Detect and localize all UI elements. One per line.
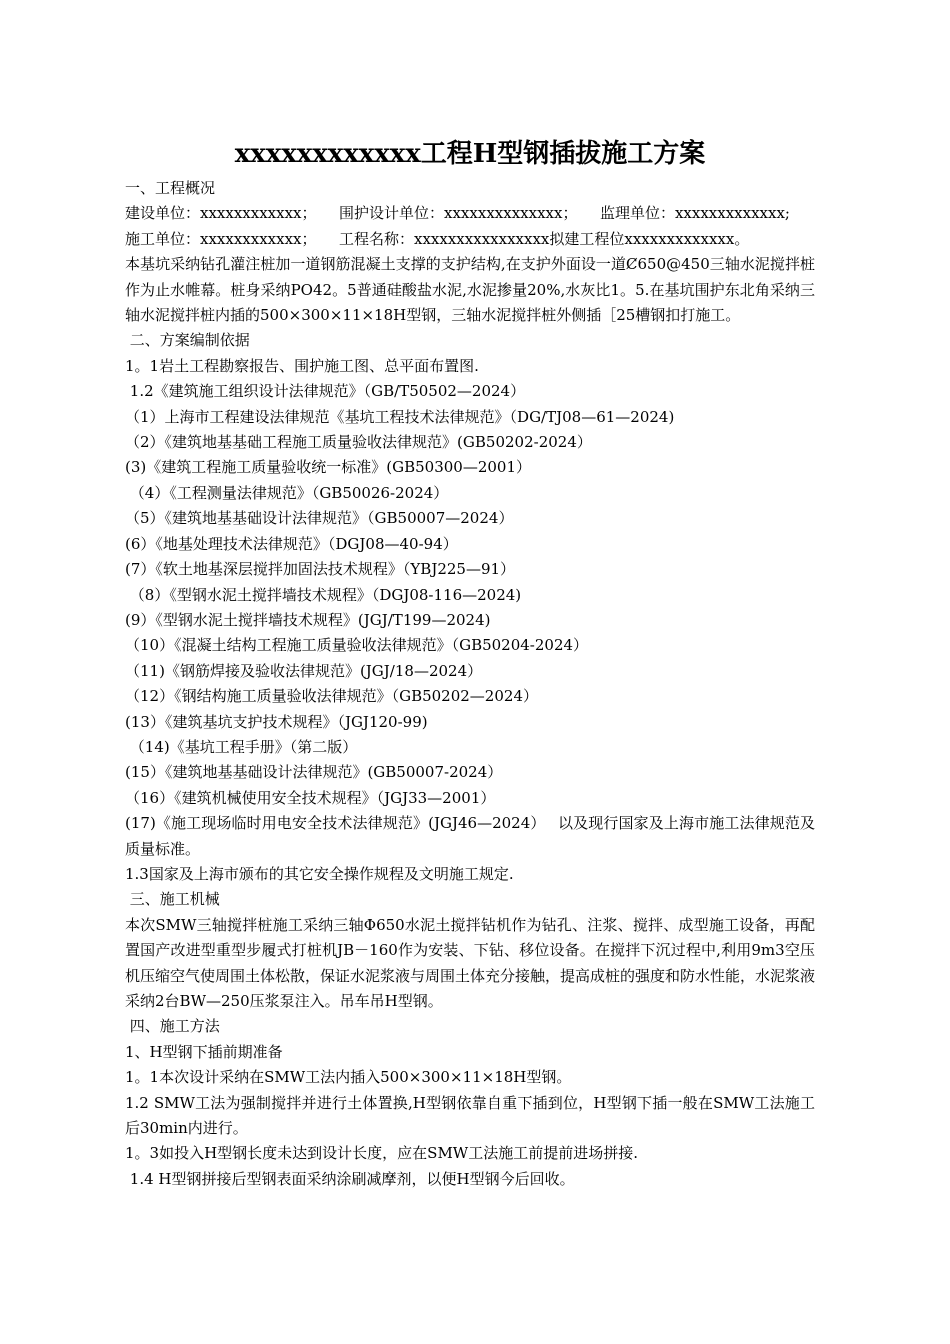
method-item: 1.4 H型钢拼接后型钢表面采纳涂刷减摩剂，以便H型钢今后回收。 [125,1169,575,1188]
paragraph-machinery: 本次SMW三轴搅拌桩施工采纳三轴Φ650水泥土搅拌钻机作为钻孔、注浆、搅拌、成型施工设备，再配置国产改进型重型步履式打桩机JB－160作为安装、下钻、移位设备。在搅拌下沉过程中,利用9m3空压机压缩空气使周围土体松散，保证水泥浆液与周围土体充分接触，提高成桩的强度和防水性能，水泥浆液采纳2台BW—250压浆泵注入。吊车吊H型钢。 [125,915,816,1010]
basis-item: (13）《建筑基坑支护技术规程》（JGJ120-99) [125,712,428,731]
basis-item: （16）《建筑机械使用安全技术规程》（JGJ33—2001） [125,788,496,807]
method-item: 1.2 SMW工法为强制搅拌并进行土体置换,H型钢依靠自重下插到位，H型钢下插一般在SMW工法施工后30min内进行。 [125,1093,815,1138]
basis-item: 1.3国家及上海市颁布的其它安全操作规程及文明施工规定. [125,864,514,883]
basis-item: （5）《建筑地基基础设计法律规范》（GB50007—2024） [125,509,514,528]
paragraph-project-description: 本基坑采纳钻孔灌注桩加一道钢筋混凝土支撑的支护结构,在支护外面设一道Ȼ650@450三轴水泥搅拌桩作为止水帷幕。桩身采纳PO42。5普通硅酸盐水泥,水泥掺量20%,水灰比1。5.在基坑围护东北角采纳三轴水泥搅拌桩内插的500×300×11×18H型钢，三轴水泥搅拌桩外侧插［25槽钢扣打施工。 [125,255,815,325]
basis-item: (15）《建筑地基基础设计法律规范》(GB50007-2024） [125,763,503,782]
basis-item: (6）《地基处理技术法律规范》（DGJ08—40-94） [125,534,458,553]
paragraph-construction-units: 建设单位：xxxxxxxxxxxx； 围护设计单位：xxxxxxxxxxxxxx； 监理单位：xxxxxxxxxxxxx; [125,204,790,223]
basis-item: (7）《软土地基深层搅拌加固法技术规程》（YBJ225—91） [125,560,516,579]
document-page [125,132,815,1192]
basis-item: (17)《施工现场临时用电安全技术法律规范》(JGJ46—2024） 以及现行国家及上海市施工法律规范及质量标准。 [125,814,815,858]
basis-item: 1.2《建筑施工组织设计法律规范》（GB/T50502—2024） [125,382,526,401]
method-item: 1。1本次设计采纳在SMW工法内插入500×300×11×18H型钢。 [125,1068,572,1087]
document-body [125,176,815,1192]
paragraph-contractor: 施工单位：xxxxxxxxxxxx； 工程名称：xxxxxxxxxxxxxxxx拟建工程位xxxxxxxxxxxxx。 [125,229,750,248]
basis-item: （1）上海市工程建设法律规范《基坑工程技术法律规范》（DG/TJ08—61—2024) [125,407,675,426]
section-heading-method: 四、施工方法 [125,1017,220,1036]
basis-item: 1。1岩土工程勘察报告、围护施工图、总平面布置图. [125,356,479,375]
section-heading-overview: 一、工程概况 [125,179,216,197]
basis-item: （2）《建筑地基基础工程施工质量验收法律规范》(GB50202-2024） [125,433,592,452]
basis-item: (3)《建筑工程施工质量验收统一标准》(GB50300—2001） [125,458,531,477]
basis-item: （8）《型钢水泥土搅拌墙技术规程》（DGJ08-116—2024) [125,585,522,604]
basis-item: （11)《钢筋焊接及验收法律规范》(JGJ/18—2024） [125,661,483,680]
document-title: xxxxxxxxxxxx工程H型钢插拔施工方案 [234,139,706,169]
basis-item: （14)《基坑工程手册》（第二版） [125,737,358,756]
basis-item: (9）《型钢水泥土搅拌墙技术规程》(JGJ/T199—2024) [125,610,491,629]
method-item: 1。3如投入H型钢长度未达到设计长度，应在SMW工法施工前提前进场拼接. [125,1144,638,1163]
subsection-heading-preparation: 1、H型钢下插前期准备 [125,1042,283,1061]
section-heading-machinery: 三、施工机械 [125,890,220,909]
basis-item: （4）《工程测量法律规范》（GB50026-2024） [125,483,449,502]
section-heading-basis: 二、方案编制依据 [125,331,250,350]
basis-item: （12）《钢结构施工质量验收法律规范》（GB50202—2024） [125,687,538,706]
basis-item: （10）《混凝土结构工程施工质量验收法律规范》（GB50204-2024） [125,636,589,655]
